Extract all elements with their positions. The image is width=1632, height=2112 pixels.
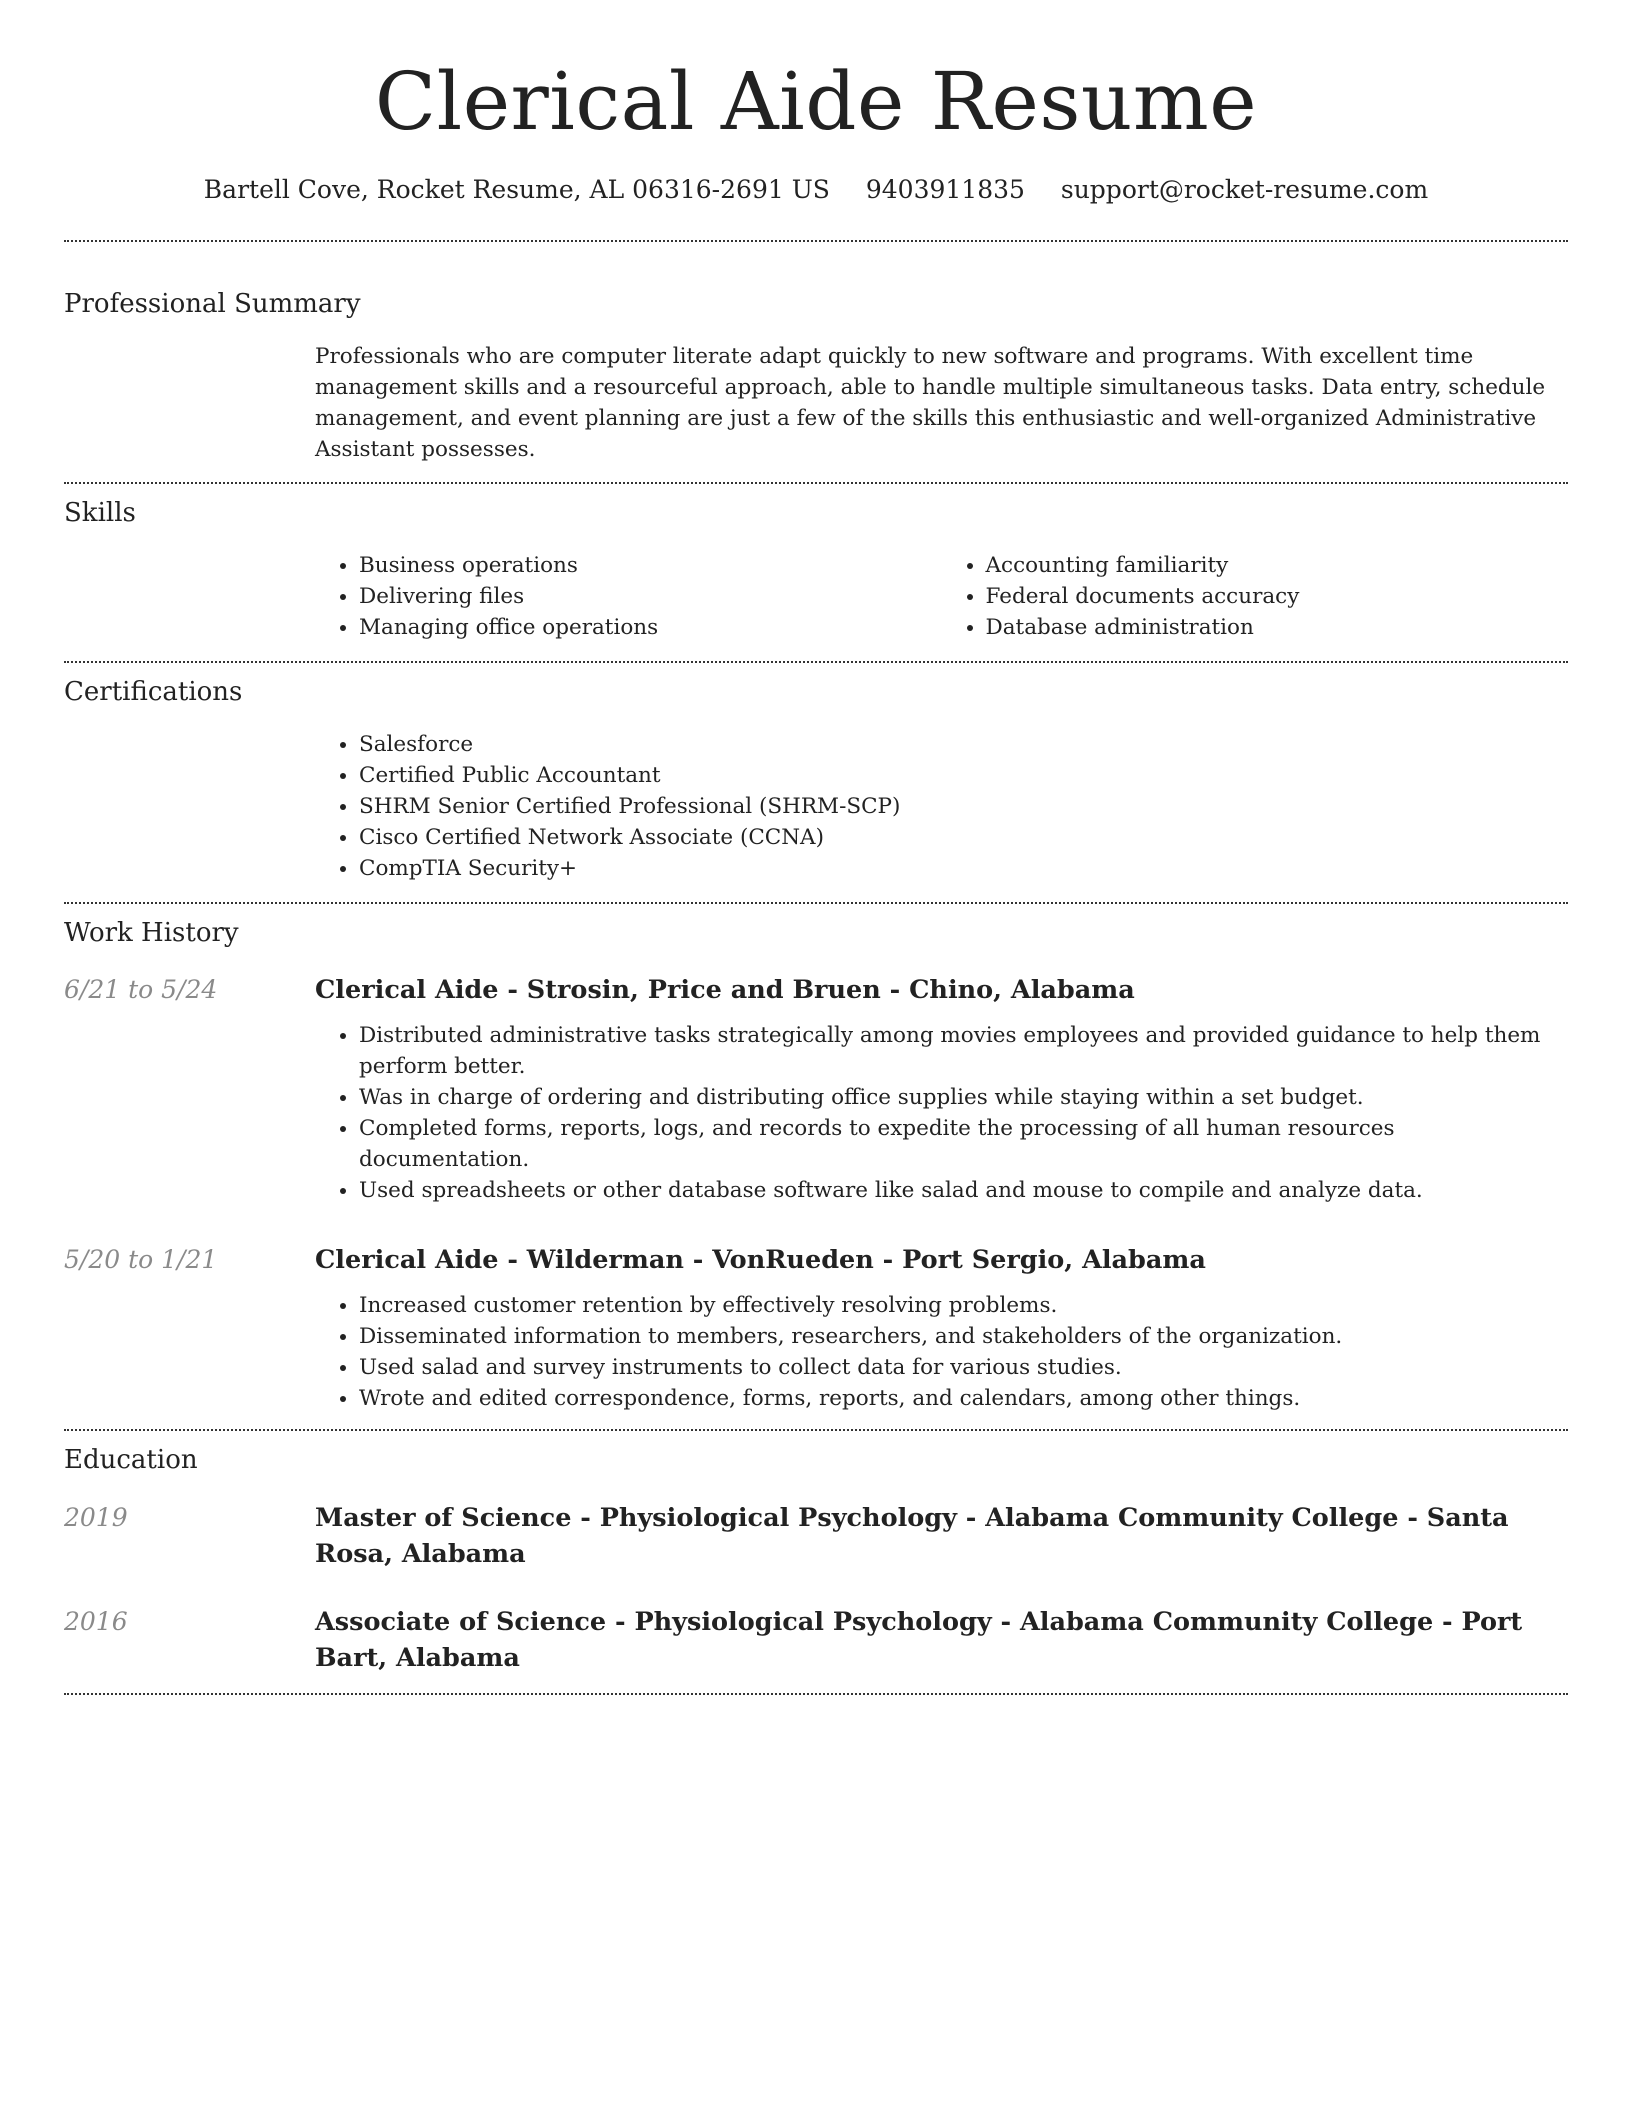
section-title: Work History [64,918,239,948]
job-bullets [315,1020,1568,1206]
list-item: • SHRM Senior Certified Professional (SHRM-SCP) [359,791,1568,822]
job-entry [64,972,1568,1206]
list-item: • CompTIA Security+ [359,853,1568,884]
work-history-section [64,904,1568,1414]
education-heading: Master of Science - Physiological Psychology - Alabama Community College - Santa Rosa, Alabama [315,1503,1509,1569]
education-entry [64,1500,1568,1572]
list-item: • Wrote and edited correspondence, forms, reports, and calendars, among other things. [359,1383,1568,1414]
education-section [64,1431,1568,1676]
education-entry [64,1604,1568,1676]
education-year: 2019 [64,1503,128,1532]
job-entry [64,1242,1568,1414]
list-item: • Distributed administrative tasks strategically among movies employees and provided guidance to help them perform better. [359,1020,1568,1082]
list-item: • Business operations [359,550,942,581]
professional-summary-section [64,242,1568,465]
resume-title: Clerical Aide Resume [374,55,1258,148]
contact-email: support@rocket-resume.com [1060,175,1429,204]
education-year: 2016 [64,1607,128,1636]
list-item: • Accounting familiarity [986,550,1569,581]
section-divider [64,1693,1568,1695]
section-title: Certifications [64,677,243,707]
contact-info [64,172,1568,208]
skills-section [64,484,1568,643]
job-heading: Clerical Aide - Wilderman - VonRueden - Port Sergio, Alabama [315,1245,1206,1275]
list-item: • Cisco Certified Network Associate (CCNA) [359,822,1568,853]
summary-text: Professionals who are computer literate adapt quickly to new software and programs. With excellent time management skills and a resourceful approach, able to handle multiple simultaneous tasks. Data entry, schedule management, and event planning are just a few of the skills this enthusiastic and well-organized Administrative Assistant possesses. [315,344,1546,462]
certifications-list [315,729,1568,884]
section-title: Professional Summary [64,289,361,319]
certifications-section [64,663,1568,884]
list-item: • Federal documents accuracy [986,581,1569,612]
job-heading: Clerical Aide - Strosin, Price and Bruen - Chino, Alabama [315,975,1135,1005]
job-dates: 5/20 to 1/21 [64,1245,218,1274]
section-title: Skills [64,498,136,528]
list-item: • Increased customer retention by effectively resolving problems. [359,1290,1568,1321]
education-heading: Associate of Science - Physiological Psychology - Alabama Community College - Port Bart, Alabama [315,1607,1523,1673]
list-item: • Used spreadsheets or other database software like salad and mouse to compile and analyze data. [359,1175,1568,1206]
list-item: • Completed forms, reports, logs, and records to expedite the processing of all human resources documentation. [359,1113,1568,1175]
list-item: • Used salad and survey instruments to collect data for various studies. [359,1352,1568,1383]
list-item: • Managing office operations [359,612,942,643]
list-item: • Certified Public Accountant [359,760,1568,791]
contact-address: Bartell Cove, Rocket Resume, AL 06316-2691 US [203,175,830,204]
list-item: • Disseminated information to members, researchers, and stakeholders of the organization. [359,1321,1568,1352]
list-item: • Was in charge of ordering and distributing office supplies while staying within a set budget. [359,1082,1568,1113]
job-bullets [315,1290,1568,1414]
job-dates: 6/21 to 5/24 [64,975,218,1004]
skills-list-left [315,550,942,643]
section-title: Education [64,1445,198,1475]
list-item: • Database administration [986,612,1569,643]
list-item: • Delivering files [359,581,942,612]
contact-phone: 9403911835 [865,175,1025,204]
list-item: • Salesforce [359,729,1568,760]
skills-list-right [942,550,1569,643]
